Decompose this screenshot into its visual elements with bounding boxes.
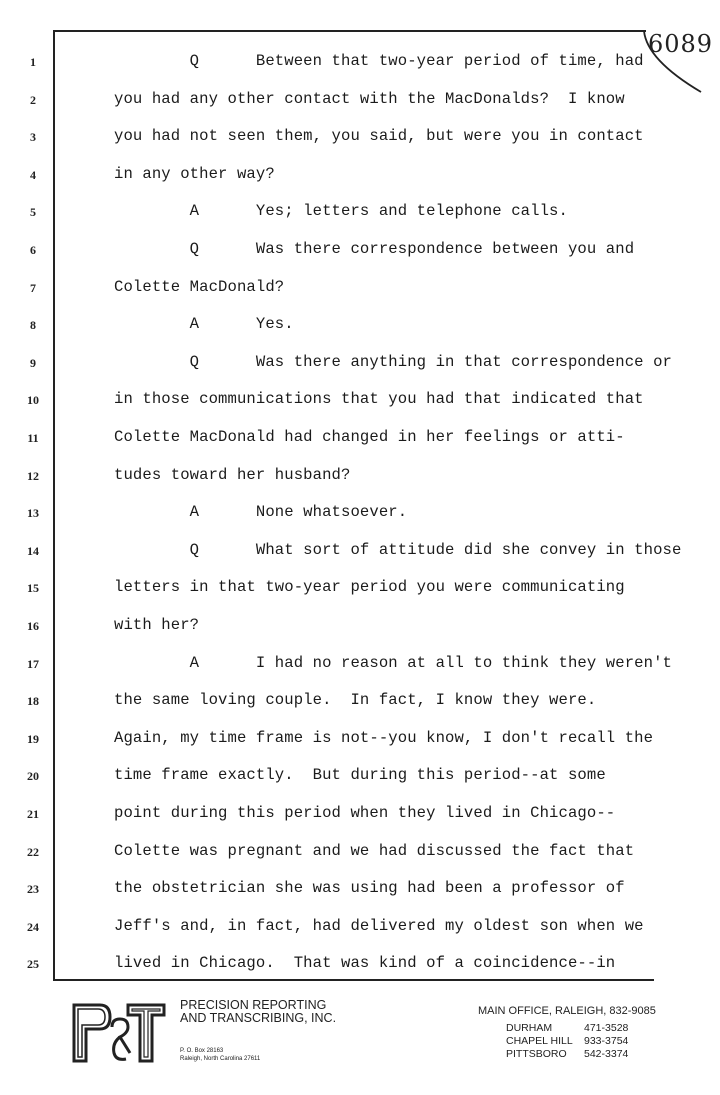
office-city: CHAPEL HILL [506,1035,573,1047]
office-city: DURHAM [506,1022,553,1034]
transcript-line: lived in Chicago. That was kind of a coincidence--in [114,954,616,973]
main-office: MAIN OFFICE, RALEIGH, 832-9085 [478,1005,656,1017]
line-number: 19 [27,731,39,746]
transcript-line: time frame exactly. But during this period--at some [114,766,606,785]
transcript-line: Colette was pregnant and we had discussed the fact that [114,841,635,860]
left-margin-rule [53,30,55,980]
line-number: 9 [30,355,36,370]
line-number: 22 [27,844,39,859]
transcript-line: Q Between that two-year period of time, had [114,52,644,70]
city-state: Raleigh, North Carolina 27611 [180,1056,261,1062]
transcript-line: Jeff's and, in fact, had delivered my oldest son when we [114,916,644,935]
page-number: 6089 [648,30,714,58]
transcript-line: A Yes. [114,315,294,334]
transcript-line: you had any other contact with the MacDonalds? I know [114,89,625,108]
transcript-line: with her? [114,616,200,634]
line-number: 17 [27,656,39,671]
transcript-line: point during this period when they lived in Chicago-- [114,804,616,822]
pt-logo [70,997,168,1067]
transcript-line: Q What sort of attitude did she convey in those [114,540,682,559]
line-number: 18 [27,694,39,709]
po-box: P. O. Box 28163 [180,1048,224,1054]
office-phone: 471-3528 [584,1022,629,1034]
company-line-2: AND TRANSCRIBING, INC. [180,1011,337,1025]
line-number: 24 [27,919,39,934]
line-number: 1 [30,55,36,69]
line-number: 6 [30,243,36,257]
line-number: 21 [27,807,39,821]
office-row [506,1022,628,1034]
line-number: 4 [30,167,36,182]
line-number: 10 [27,393,39,408]
line-number: 7 [30,280,36,295]
line-number: 15 [27,581,39,596]
line-number: 25 [27,957,39,972]
line-number: 16 [27,619,39,633]
line-number: 23 [27,882,39,897]
office-row [506,1048,628,1060]
transcript-line: A I had no reason at all to think they weren't [114,653,673,672]
transcript-line: tudes toward her husband? [114,465,351,484]
company-address [180,1047,260,1063]
transcript-line: Again, my time frame is not--you know, I don't recall the [114,728,654,747]
line-number: 3 [30,130,36,145]
frame-corner-curve [643,30,703,94]
transcript-line: the same loving couple. In fact, I know they were. [114,691,597,710]
company-name [180,999,336,1025]
bottom-margin-rule [53,979,654,981]
transcript-line: Q Was there correspondence between you and [114,240,635,258]
line-number: 11 [27,431,39,445]
transcript-line: Q Was there anything in that correspondence or [114,352,673,371]
line-number: 13 [27,506,39,521]
transcript-line: A Yes; letters and telephone calls. [114,202,568,221]
company-line-1: PRECISION REPORTING [180,998,327,1012]
transcript-line: Colette MacDonald had changed in her feelings or atti- [114,428,625,446]
line-number: 8 [30,318,36,333]
office-phone: 542-3374 [584,1048,629,1060]
line-number: 20 [27,769,39,784]
transcript-line: Colette MacDonald? [114,277,285,296]
line-number: 5 [30,205,36,220]
transcript-line: A None whatsoever. [114,503,408,522]
line-number: 2 [30,92,36,107]
line-number: 12 [27,468,39,483]
line-number: 14 [27,543,39,558]
transcript-line: in any other way? [114,164,275,183]
office-city: PITTSBORO [506,1048,567,1060]
transcript-line: in those communications that you had that indicated that [114,390,644,409]
transcript-line: you had not seen them, you said, but were you in contact [114,127,644,146]
transcript-line: the obstetrician she was using had been a professor of [114,879,625,898]
office-phone: 933-3754 [584,1035,629,1047]
transcript-line: letters in that two-year period you were communicating [114,578,625,597]
top-margin-rule [53,30,646,32]
office-row [506,1035,628,1047]
